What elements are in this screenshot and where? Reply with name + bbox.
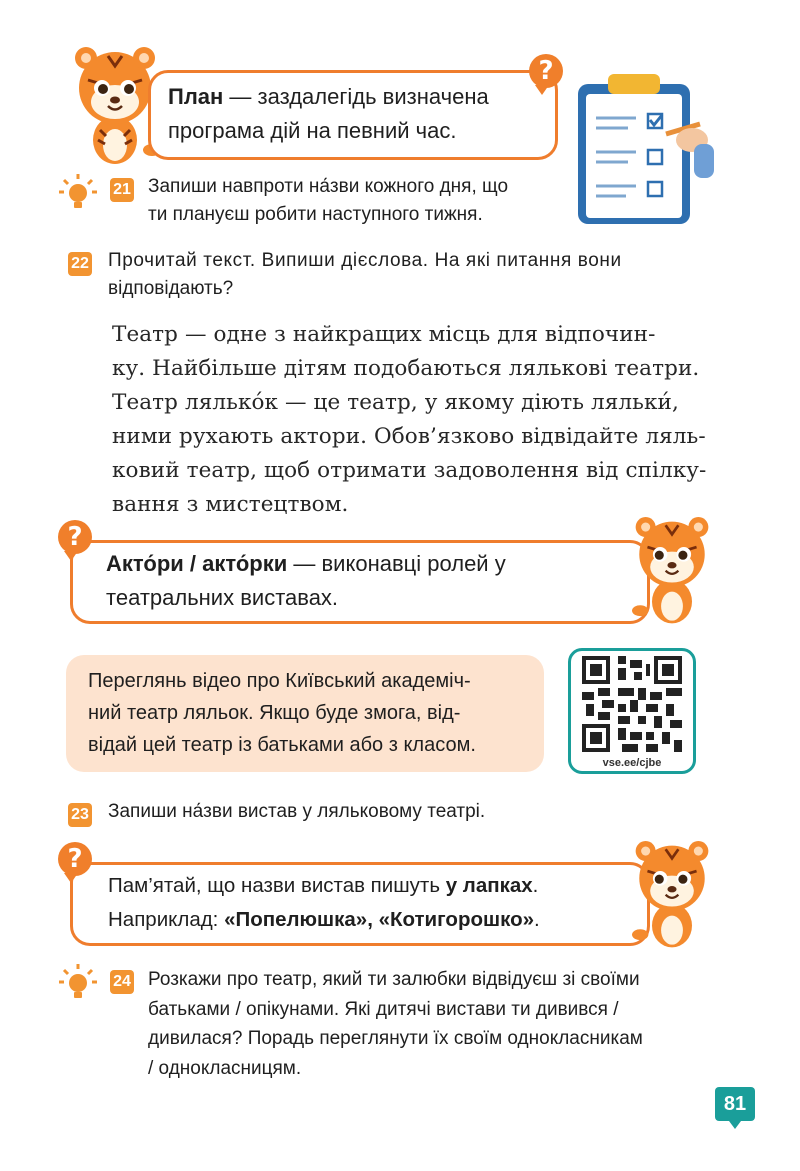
task-23-text: Запиши на́зви вистав у ляльковому театрі. <box>108 801 486 822</box>
reading-line: ними рухають актори. Обов’язково відвідайте ляль- <box>112 424 706 449</box>
definition-actors-text: Акто́ри / акто́рки — виконавці ролей у театральних виставах. <box>106 551 506 610</box>
video-suggestion-text: Переглянь відео про Київський академіч- ний театр ляльок. Якщо буде змога, від- відай цей театр із батьками або з класом. <box>88 670 476 756</box>
definition-actors-term: Акто́ри / акто́рки <box>106 551 288 576</box>
reading-line: вання з мистецтвом. <box>112 492 349 517</box>
question-mark-icon: ? <box>529 54 563 88</box>
tiger-mascot-icon <box>622 510 722 625</box>
remember-text: Пам’ятай, що назви вистав пишуть у лапках. Наприклад: «Попелюшка», «Котигорошко». <box>108 874 540 931</box>
task-24-text: Розкажи про театр, який ти залюбки відвідуєш зі своїми батьками / опікунами. Які дитячі вистави ти дивився / дивилася? Порадь переглянути їх своїм однокласникам / однокласницям. <box>148 969 643 1079</box>
qr-code-icon <box>582 656 682 752</box>
qr-code-label: vse.ee/cjbe <box>602 757 662 769</box>
reading-line: ковий театр, щоб отримати задоволення від спілку- <box>112 458 707 483</box>
page-number: 81 <box>715 1087 755 1121</box>
question-mark-icon: ? <box>58 842 92 876</box>
reading-line: Театр — одне з найкращих місць для відпочин- <box>112 322 656 347</box>
definition-plan-term: План <box>168 84 224 109</box>
task-number-21: 21 <box>110 178 134 202</box>
clipboard-checklist-icon <box>574 70 714 230</box>
reading-passage <box>112 318 722 522</box>
qr-code-link[interactable] <box>568 648 696 774</box>
task-22-text: Прочитай текст. Випиши дієслова. На які питання вони відповідають? <box>108 250 622 299</box>
definition-plan-text: План — заздалегідь визначена програма дій на певний час. <box>168 84 489 143</box>
reading-line: ку. Найбільше дітям подобаються лялькові театри. <box>112 356 700 381</box>
task-21-text: Запиши навпроти на́зви кожного дня, що ти плануєш робити наступного тижня. <box>148 176 509 225</box>
tiger-mascot-icon <box>622 834 722 949</box>
lightbulb-icon <box>58 962 98 1002</box>
reading-line: Театр лялько́к — це театр, у якому діють ляльки́, <box>112 390 679 415</box>
task-number-22: 22 <box>68 252 92 276</box>
video-suggestion-box <box>66 655 544 772</box>
task-number-24: 24 <box>110 970 134 994</box>
question-mark-icon: ? <box>58 520 92 554</box>
lightbulb-icon <box>58 172 98 212</box>
task-number-23: 23 <box>68 803 92 827</box>
